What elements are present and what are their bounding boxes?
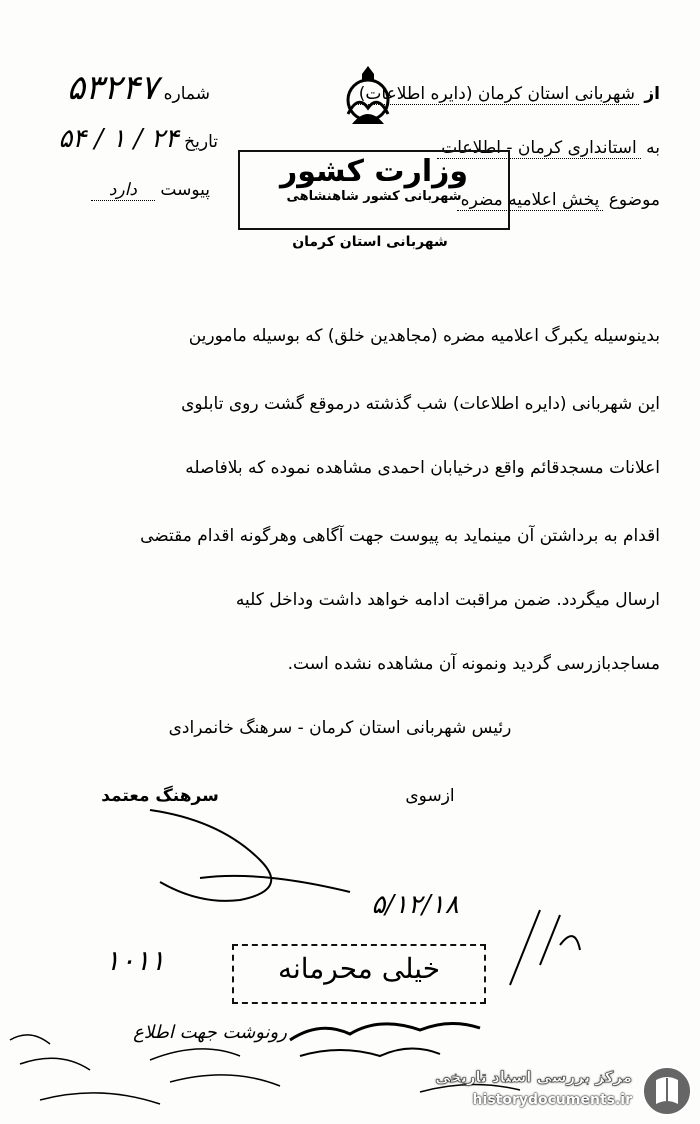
from-label: از — [644, 84, 660, 104]
from-line — [300, 84, 660, 105]
margin-strokes-icon — [500, 905, 590, 995]
body-line-3: اعلانات مسجدقائم واقع درخیابان احمدی مشاهده نموده که بلافاصله — [185, 458, 660, 478]
date-line — [18, 124, 218, 154]
date-annotation: ۵/۱۲/۱۸ — [371, 890, 459, 920]
top-secret-label: خیلی محرمانه — [277, 952, 441, 985]
signature-title: رئیس شهربانی استان کرمان - سرهنگ خانمرادی — [168, 718, 512, 738]
to-label: به — [646, 138, 660, 158]
date-label: تاریخ — [184, 132, 218, 152]
deputy-name: سرهنگ معتمد — [101, 786, 219, 806]
body-line-4: اقدام به برداشتن آن مینماید به پیوست جهت آگاهی وهرگونه اقدام مقتضی — [140, 526, 660, 546]
top-secret-stamp — [232, 944, 486, 1004]
number-line — [20, 68, 210, 108]
watermark — [410, 1060, 700, 1120]
date-value: ۲۴ / ۱ / ۵۴ — [58, 124, 179, 154]
ministry-stamp-title: وزارت کشور — [279, 154, 469, 189]
number-value: ۵۳۲۴۷ — [66, 68, 159, 108]
attachment-value: دارد — [91, 180, 155, 201]
ministry-stamp-subtitle: شهربانی کشور شاهنشاهی — [286, 189, 462, 204]
handwritten-note: رونوشت جهت اطلاع — [133, 1022, 287, 1043]
signature-scribble-icon — [140, 800, 360, 920]
watermark-logo-icon — [640, 1064, 694, 1118]
ministry-stamp — [238, 150, 510, 230]
body-line-5: ارسال میگردد. ضمن مراقبت ادامه خواهد داشت وداخل کلیه — [235, 590, 660, 610]
body-line-2: این شهربانی (دایره اطلاعات) شب گذشته درموقع گشت روی تابلوی — [181, 394, 660, 414]
subject-label: موضوع — [608, 190, 660, 210]
body-line-6: مساجدبازرسی گردید ونمونه آن مشاهده نشده است. — [287, 654, 660, 674]
deputy-label: ازسوی — [405, 786, 455, 806]
watermark-site-en: historydocuments.ir — [472, 1092, 632, 1108]
number-label: شماره — [163, 84, 210, 104]
body-line-1: بدینوسیله یکبرگ اعلامیه مضره (مجاهدین خلق) که بوسیله مامورین — [188, 326, 660, 346]
to-value: استانداری کرمان - اطلاعات — [437, 138, 640, 159]
province-police-label: شهربانی استان کرمان — [292, 234, 448, 250]
attachment-label: پیوست — [160, 180, 210, 200]
subject-value: پخش اعلامیه مضره — [457, 190, 604, 211]
reference-number: ۱۰۱۱ — [104, 944, 166, 977]
from-value: شهربانی استان کرمان (دایره اطلاعات) — [355, 84, 639, 105]
watermark-site-fa: مرکز بررسی اسناد تاریخی — [435, 1068, 632, 1086]
attachment-line — [60, 180, 210, 201]
